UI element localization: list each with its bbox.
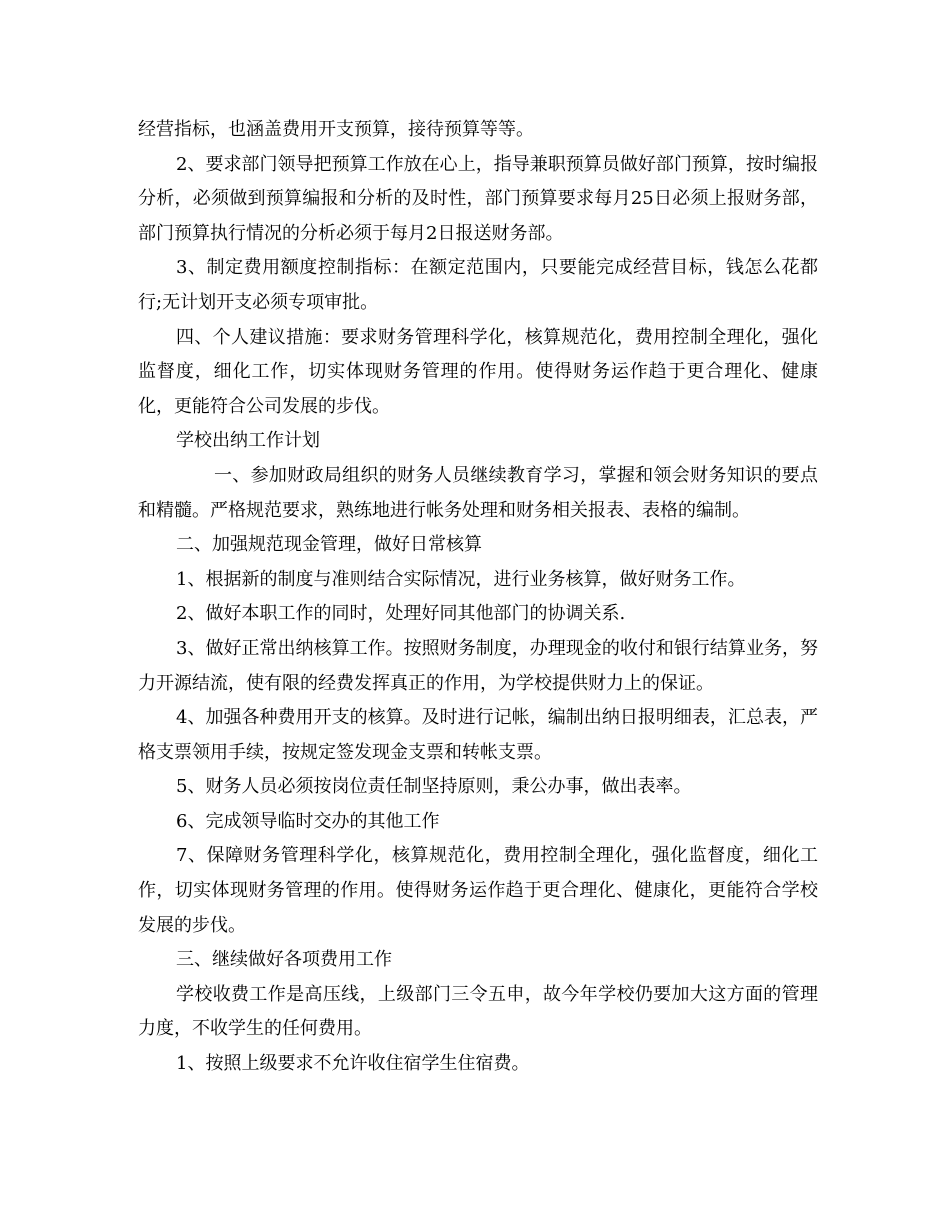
section-heading-2-cash-management: 二、加强规范现金管理，做好日常核算 bbox=[176, 534, 482, 556]
paragraph-section-4-suggestions: 四、个人建议措施：要求财务管理科学化，核算规范化，费用控制全理化，强化监督度，细化工作，切实体现财务管理的作用。使得财务运作趋于更合理化、健康化，更能符合公司发展的步伐。 bbox=[138, 326, 818, 417]
paragraph-item-2: 2、做好本职工作的同时，处理好同其他部门的协调关系. bbox=[176, 603, 626, 625]
paragraph-item-2-budget: 2、要求部门领导把预算工作放在心上，指导兼职预算员做好部门预算，按时编报分析，必须做到预算编报和分析的及时性，部门预算要求每月25日必须上报财务部，部门预算执行情况的分析必须于每月2日报送财务部。 bbox=[138, 153, 818, 244]
paragraph-item-3: 3、做好正常出纳核算工作。按照财务制度，办理现金的收付和银行结算业务，努力开源结流，使有限的经费发挥真正的作用，为学校提供财力上的保证。 bbox=[138, 637, 818, 694]
paragraph-item-7: 7、保障财务管理科学化，核算规范化，费用控制全理化，强化监督度，细化工作，切实体现财务管理的作用。使得财务运作趋于更合理化、健康化，更能符合学校发展的步伐。 bbox=[138, 845, 818, 936]
document-body bbox=[138, 113, 818, 1082]
section-title-school-cashier-plan: 学校出纳工作计划 bbox=[176, 430, 320, 452]
paragraph-fees-policy: 学校收费工作是高压线，上级部门三令五申，故今年学校仍要加大这方面的管理力度，不收学生的任何费用。 bbox=[138, 983, 818, 1040]
paragraph-item-5: 5、财务人员必须按岗位责任制坚持原则，秉公办事，做出表率。 bbox=[176, 776, 692, 798]
paragraph-item-6: 6、完成领导临时交办的其他工作 bbox=[176, 810, 440, 832]
paragraph-item-1: 1、根据新的制度与准则结合实际情况，进行业务核算，做好财务工作。 bbox=[176, 568, 746, 590]
paragraph-item-3-expense-limit: 3、制定费用额度控制指标：在额定范围内，只要能完成经营目标，钱怎么花都行;无计划开支必须专项审批。 bbox=[138, 257, 818, 313]
paragraph-continuation: 经营指标，也涵盖费用开支预算，接待预算等等。 bbox=[138, 119, 534, 140]
section-heading-3-fees: 三、继续做好各项费用工作 bbox=[176, 949, 392, 971]
paragraph-item-4: 4、加强各种费用开支的核算。及时进行记帐，编制出纳日报明细表，汇总表，严格支票领用手续，按规定签发现金支票和转帐支票。 bbox=[138, 707, 818, 763]
paragraph-section-1-education: 一、参加财政局组织的财务人员继续教育学习，掌握和领会财务知识的要点和精髓。严格规范要求，熟练地进行帐务处理和财务相关报表、表格的编制。 bbox=[138, 464, 818, 521]
paragraph-fees-item-1: 1、按照上级要求不允许收住宿学生住宿费。 bbox=[176, 1053, 530, 1075]
